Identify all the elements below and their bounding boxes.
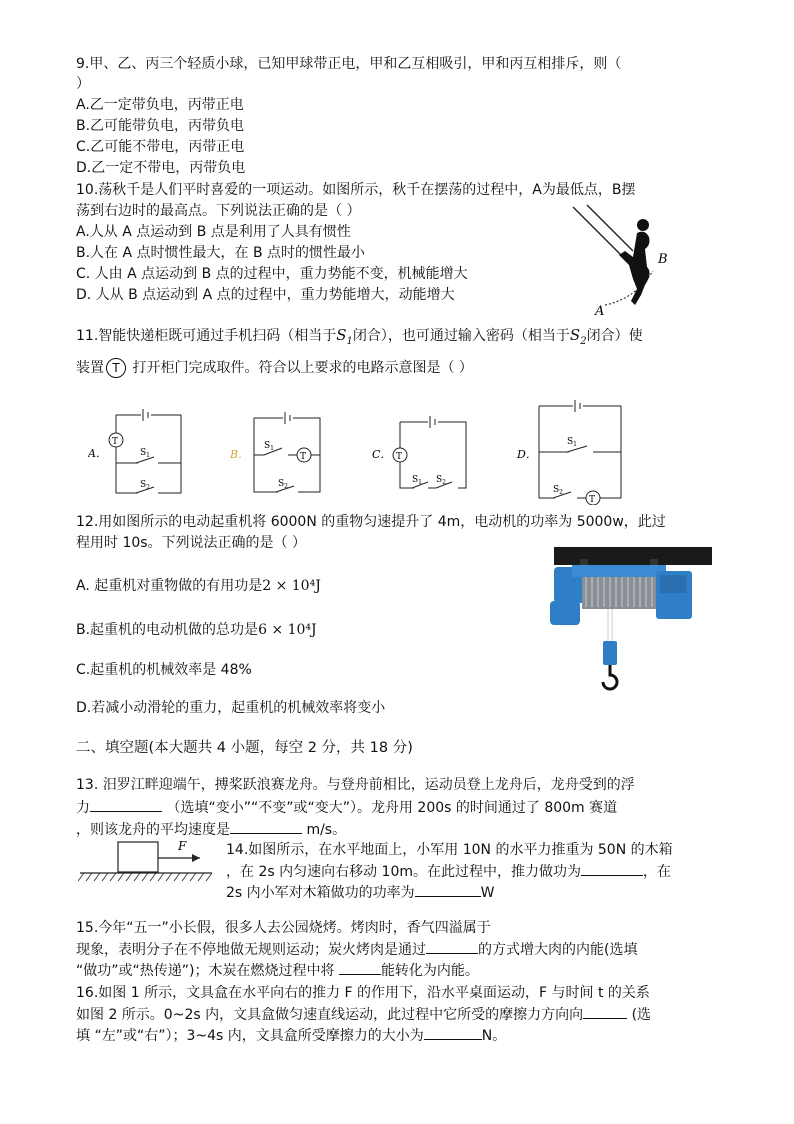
svg-text:S1: $S_1$: [264, 441, 274, 452]
swing-figure: [565, 203, 685, 318]
q10-stem-line2: 荡到右边时的最高点。下列说法正确的是（ ）: [76, 203, 361, 219]
q16-line2: 如图 2 所示。0~2s 内，文具盒做匀速直线运动，此过程中它所受的摩擦力方向向 (选: [76, 1004, 651, 1025]
q15-line1: 15.今年“五一”小长假，很多人去公园烧烤。烤肉时，香气四溢属于: [76, 920, 491, 936]
q14-line2: ，在 2s 内匀速向右移动 10m。在此过程中，推力做功为 ，在: [226, 861, 671, 882]
push-box-figure: [78, 836, 218, 886]
q14-line3: 2s 内小军对木箱做功的功率为 W: [226, 882, 495, 903]
svg-text:S2: $S_2$: [436, 475, 446, 486]
q16-blank-2[interactable]: [424, 1025, 482, 1040]
q12-option-b: B.起重机的电动机做的总功是6 × 10⁴J: [76, 622, 317, 638]
q9-stem: 9.甲、乙、丙三个轻质小球，已知甲球带正电，甲和乙互相吸引，甲和丙互相排斥，则（: [76, 56, 622, 72]
q9-option-b: B.乙可能带负电，丙带负电: [76, 118, 245, 134]
swing-label-b: B: [658, 252, 668, 267]
q9-option-c: C.乙可能不带电，丙带正电: [76, 139, 245, 155]
q11-stem-line1: 11.智能快递柜既可通过手机扫码（相当于$S_1$闭合），也可通过输入密码（相当于$S_2$闭合）使: [76, 326, 643, 347]
circuit-a: [88, 405, 188, 500]
q12-option-a: A. 起重机对重物做的有用功是2 × 10⁴J: [76, 578, 321, 594]
q15-line3: “做功”或“热传递”)；木炭在燃烧过程中将 能转化为内能。: [76, 960, 479, 981]
q9-option-a: A.乙一定带负电，丙带正电: [76, 97, 244, 113]
section-2-heading: 二、填空题(本大题共 4 小题，每空 2 分，共 18 分): [76, 740, 413, 756]
device-t-icon: T: [106, 358, 126, 378]
q13-blank-1[interactable]: [90, 797, 162, 812]
svg-text:S1: $S_1$: [412, 475, 422, 486]
q9-stem-end: ）: [76, 76, 90, 92]
circuit-c: [370, 410, 470, 495]
q15-blank-3[interactable]: [339, 960, 381, 975]
q11-stem-line2: 装置 T 打开柜门完成取件。符合以上要求的电路示意图是（ ）: [76, 360, 473, 376]
q14-line1: 14.如图所示，在水平地面上，小军用 10N 的水平力推重为 50N 的木箱: [226, 842, 673, 858]
svg-text:S2: $S_2$: [278, 479, 288, 490]
q15-blank-2[interactable]: [426, 939, 478, 954]
q10-option-b: B.人在 A 点时惯性最大，在 B 点时的惯性最小: [76, 245, 366, 261]
svg-text:T: T: [589, 495, 596, 505]
svg-text:C．: C．: [372, 448, 392, 461]
svg-text:S1: $S_1$: [567, 437, 577, 448]
swing-label-a: A: [595, 304, 605, 318]
q12-option-a-value: 2 × 10⁴J: [262, 578, 321, 594]
q12-stem-line1: 12.用如图所示的电动起重机将 6000N 的重物匀速提升了 4m，电动机的功率为 5000w，此过: [76, 514, 666, 530]
q12-stem-line2: 程用时 10s。下列说法正确的是（ ）: [76, 535, 307, 551]
q9-option-d: D.乙一定不带电，丙带负电: [76, 160, 246, 176]
q10-option-c: C. 人由 A 点运动到 B 点的过程中，重力势能不变，机械能增大: [76, 266, 468, 282]
q16-blank-1[interactable]: [583, 1004, 627, 1019]
q12-option-c: C.起重机的机械效率是 48%: [76, 662, 252, 678]
q11-s1: $S_1$: [336, 326, 353, 347]
q13-line2: 力 （选填“变小”“不变”或“变大”）。龙舟用 200s 的时间通过了 800m 赛道: [76, 797, 617, 818]
q10-option-a: A.人从 A 点运动到 B 点是利用了人具有惯性: [76, 224, 351, 240]
svg-text:A．: A．: [88, 447, 107, 460]
svg-text:S2: $S_2$: [553, 485, 563, 496]
q14-blank-2[interactable]: [415, 882, 481, 897]
svg-text:T: T: [396, 452, 403, 462]
q10-option-d: D. 人从 B 点运动到 A 点的过程中，重力势能增大，动能增大: [76, 287, 455, 303]
force-label: F: [178, 839, 187, 853]
circuit-b: [228, 410, 328, 500]
svg-text:D．: D．: [517, 448, 537, 461]
q13-line1: 13. 汨罗江畔迎端午，搏桨跃浪赛龙舟。与登舟前相比，运动员登上龙舟后，龙舟受到的浮: [76, 777, 635, 793]
q12-option-b-value: 6 × 10⁴J: [258, 622, 317, 638]
q10-stem-line1: 10.荡秋千是人们平时喜爱的一项运动。如图所示，秋千在摆荡的过程中，A为最低点，B摆: [76, 182, 636, 198]
q13-line3: ，则该龙舟的平均速度是 m/s。: [76, 819, 346, 840]
q15-line2: 现象，表明分子在不停地做无规则运动；炭火烤肉是通过 的方式增大肉的内能(选填: [76, 939, 637, 960]
q14-blank-1[interactable]: [581, 861, 643, 876]
svg-text:B．: B．: [230, 448, 250, 461]
q16-line3: 填 “左”或“右”）；3~4s 内，文具盒所受摩擦力的大小为 N。: [76, 1025, 506, 1046]
svg-text:S1: $S_1$: [140, 448, 150, 459]
svg-text:T: T: [112, 437, 119, 447]
circuit-d: [515, 400, 630, 505]
q12-option-d: D.若减小动滑轮的重力，起重机的机械效率将变小: [76, 700, 386, 716]
q16-line1: 16.如图 1 所示，文具盒在水平向右的推力 F 的作用下，沿水平桌面运动，F 与时间 t 的关系: [76, 985, 650, 1001]
crane-figure: [532, 545, 712, 700]
svg-text:S2: $S_2$: [140, 480, 150, 491]
q13-blank-2[interactable]: [230, 819, 302, 834]
svg-text:T: T: [300, 452, 307, 462]
q11-s2: $S_2$: [569, 326, 587, 347]
